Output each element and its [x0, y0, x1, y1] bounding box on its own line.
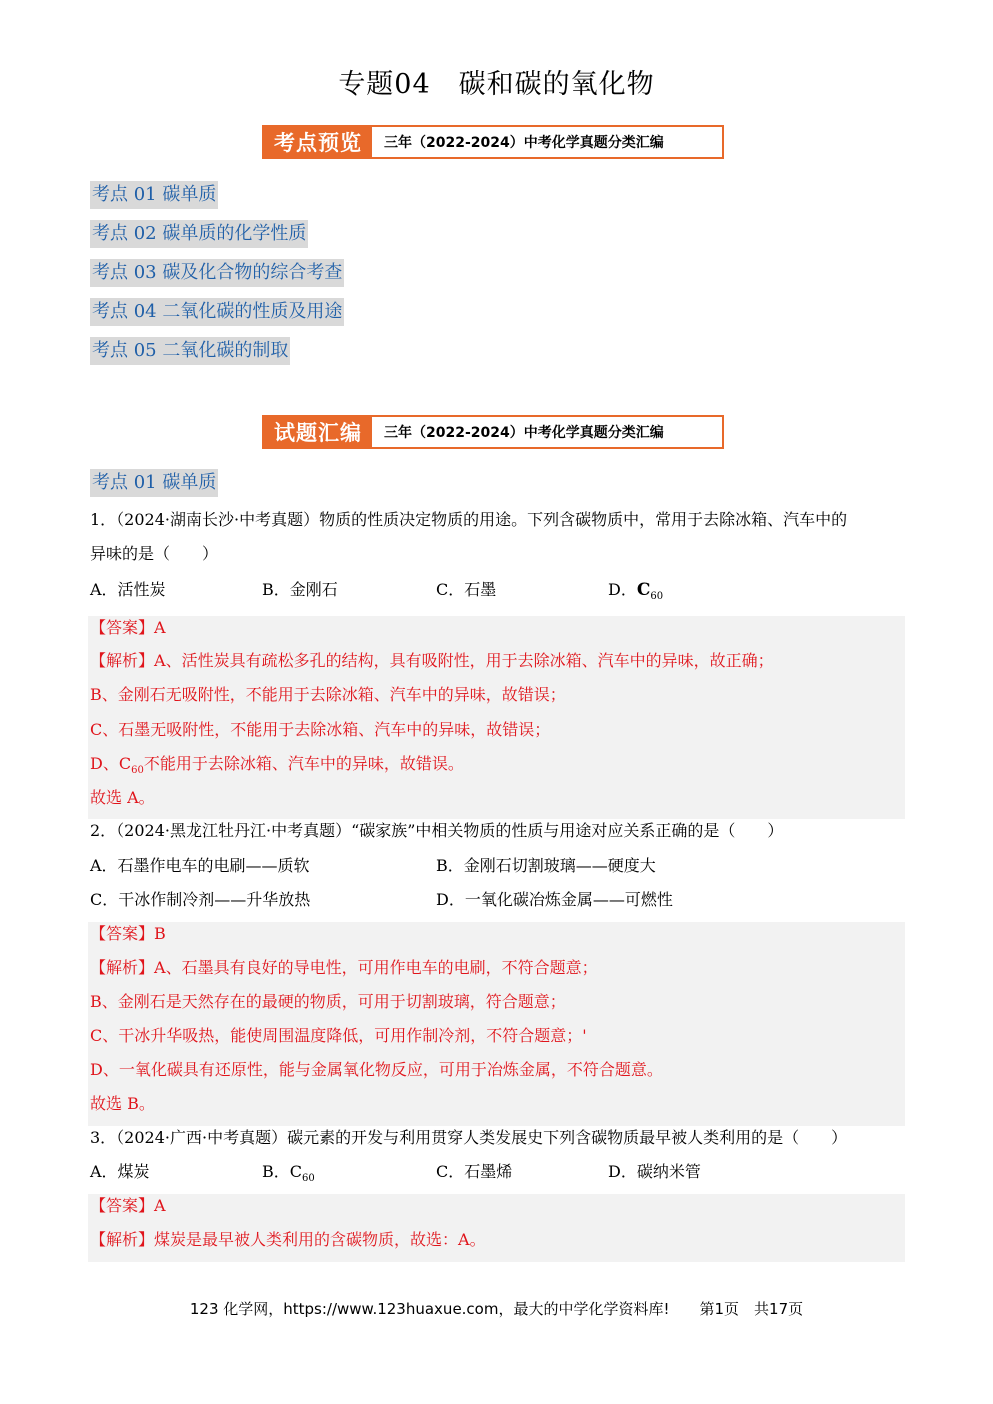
q2-explain-2: B、金刚石是天然存在的最硬的物质，可用于切割玻璃，符合题意； — [90, 992, 566, 1011]
compile-tag: 试题汇编 — [264, 417, 374, 447]
q1-option-d-sub: 60 — [650, 591, 664, 603]
q2-explain-4: D、一氧化碳具有还原性，能与金属氧化物反应，可用于冶炼金属，不符合题意。 — [90, 1060, 663, 1079]
q2-explain-3: C、干冰升华吸热，能使周围温度降低，可用作制冷剂，不符合题意；' — [90, 1026, 587, 1045]
q3-stem: 3．（2024·广西·中考真题）碳元素的开发与利用贯穿人类发展史下列含碳物质最早被人类利用的是（ ） — [90, 1128, 848, 1147]
q3-explain-1 — [90, 1229, 486, 1251]
q1-exp-text: A、活性炭具有疏松多孔的结构，具有吸附性，用于去除冰箱、汽车中的异味，故正确； — [154, 651, 774, 670]
preview-tag: 考点预览 — [264, 127, 374, 157]
q1-answer-box — [88, 616, 905, 819]
toc-item-4[interactable] — [90, 298, 344, 326]
q1-explain-2: B、金刚石无吸附性，不能用于去除冰箱、汽车中的异味，故错误； — [90, 685, 566, 704]
q3-option-b-text: B．C — [262, 1162, 303, 1181]
toc-item-1[interactable] — [90, 181, 218, 209]
q2-option-a: A．石墨作电车的电刷——质软 — [90, 856, 310, 875]
q1-option-d-prefix: D． — [608, 580, 637, 599]
q1-option-d-formula: C — [636, 580, 651, 600]
q1-explain-3: C、石墨无吸附性，不能用于去除冰箱、汽车中的异味，故错误； — [90, 720, 551, 739]
q3-option-c: C．石墨烯 — [436, 1162, 513, 1181]
toc-link[interactable]: 考点 03 碳及化合物的综合考查 — [90, 259, 344, 287]
q2-stem: 2．（2024·黑龙江牡丹江·中考真题）“碳家族”中相关物质的性质与用途对应关系正确的是（ ） — [90, 821, 784, 840]
q1-stem-line2: 异味的是（ ） — [90, 544, 219, 563]
toc-item-3[interactable] — [90, 259, 344, 287]
q1-explain-1 — [90, 650, 774, 672]
q2-option-c: C．干冰作制冷剂——升华放热 — [90, 890, 311, 909]
toc-item-2[interactable] — [90, 220, 308, 248]
q2-exp-text: A、石墨具有良好的导电性，可用作电车的电刷，不符合题意； — [154, 958, 598, 977]
q1-choose: 故选 A。 — [90, 788, 155, 807]
q3-option-b-sub: 60 — [302, 1173, 315, 1185]
compile-banner — [262, 415, 724, 449]
q3-answer: 【答案】A — [90, 1196, 166, 1215]
jiexi-label: 【解析】 — [90, 958, 155, 977]
preview-banner — [262, 125, 724, 159]
jiexi-label: 【解析】 — [90, 1230, 155, 1249]
q3-option-b — [262, 1161, 315, 1190]
toc-link[interactable]: 考点 02 碳单质的化学性质 — [90, 220, 308, 248]
banner-subtitle: 三年（2022-2024）中考化学真题分类汇编 — [384, 135, 664, 151]
q3-option-a: A．煤炭 — [90, 1162, 150, 1181]
q2-choose: 故选 B。 — [90, 1094, 155, 1113]
q1-option-a: A．活性炭 — [90, 580, 166, 599]
q3-option-d: D．碳纳米管 — [608, 1162, 701, 1181]
q2-answer: 【答案】B — [90, 924, 166, 943]
q1-stem-line1: 1．（2024·湖南长沙·中考真题）物质的性质决定物质的用途。下列含碳物质中，常用于去除冰箱、汽车中的 — [90, 510, 848, 529]
q1-explain-4 — [90, 753, 464, 782]
page-footer: 123 化学网，https://www.123huaxue.com，最大的中学化学资料库! 第1页 共17页 — [189, 1300, 804, 1318]
section-title: 考点 01 碳单质 — [90, 469, 218, 497]
toc-link[interactable]: 考点 05 二氧化碳的制取 — [90, 337, 290, 365]
page-title: 专题04 碳和碳的氧化物 — [338, 69, 655, 100]
toc-link[interactable]: 考点 01 碳单质 — [90, 181, 218, 209]
q3-exp-text: 煤炭是最早被人类利用的含碳物质，故选：A。 — [154, 1230, 486, 1249]
q1-option-d — [608, 579, 663, 608]
q2-answer-box — [88, 922, 905, 1126]
q2-option-d: D．一氧化碳冶炼金属——可燃性 — [436, 890, 673, 909]
q2-option-b: B．金刚石切割玻璃——硬度大 — [436, 856, 656, 875]
q2-explain-1 — [90, 957, 598, 979]
jiexi-label: 【解析】 — [90, 651, 155, 670]
q1-option-b: B．金刚石 — [262, 580, 338, 599]
q1-answer: 【答案】A — [90, 618, 166, 637]
q3-answer-box — [88, 1194, 905, 1262]
q1-exp4-prefix: D、C — [90, 754, 132, 773]
q1-option-c: C．石墨 — [436, 580, 497, 599]
q1-exp4-rest: 不能用于去除冰箱、汽车中的异味，故错误。 — [143, 754, 464, 773]
q1-exp4-sub: 60 — [131, 765, 144, 777]
banner-subtitle: 三年（2022-2024）中考化学真题分类汇编 — [384, 425, 664, 441]
toc-item-5[interactable] — [90, 337, 290, 365]
toc-link[interactable]: 考点 04 二氧化碳的性质及用途 — [90, 298, 344, 326]
section-heading — [90, 469, 218, 497]
